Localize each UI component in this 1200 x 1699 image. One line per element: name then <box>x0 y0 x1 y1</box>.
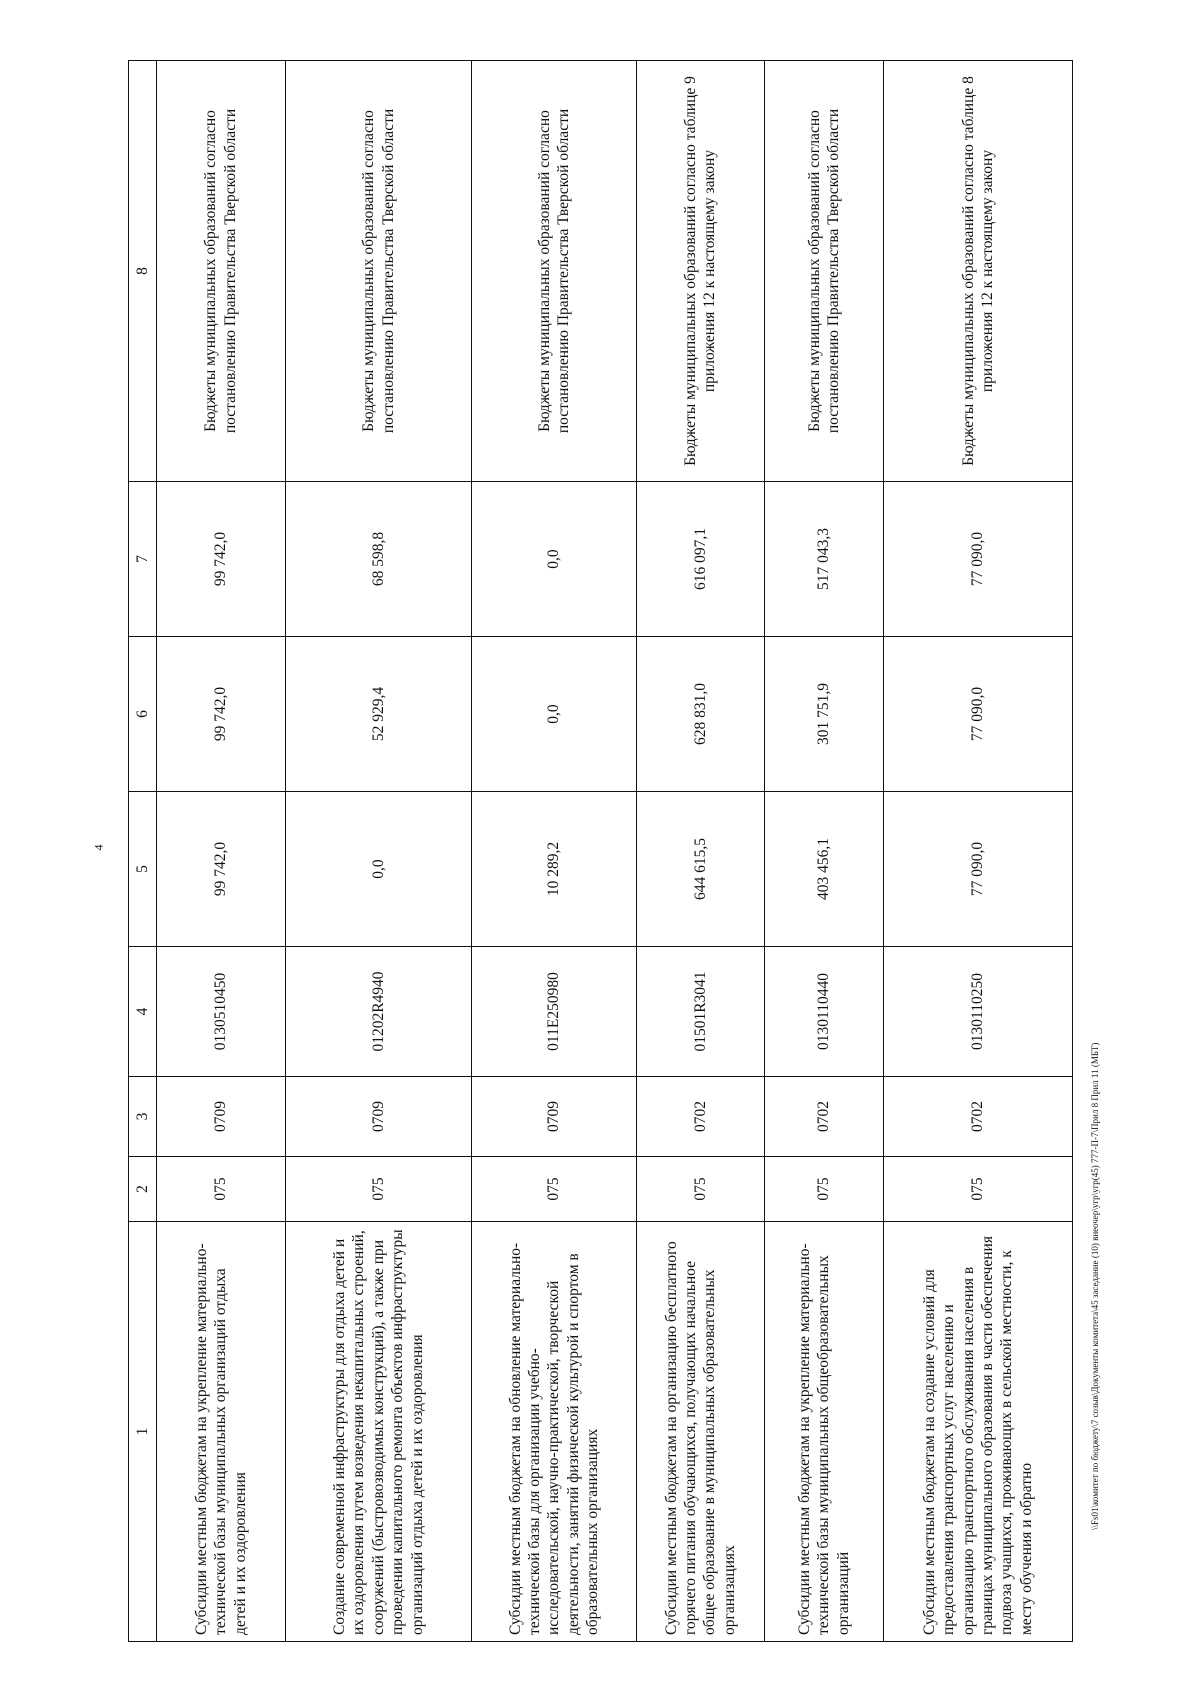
section-code: 0709 <box>471 1077 636 1157</box>
subsidy-name: Субсидии местным бюджетам на укрепление материально-технической базы муниципальных организаций отдыха детей и их оздоровления <box>156 1222 286 1642</box>
amount-col6: 301 751,9 <box>764 637 883 792</box>
amount-col5: 0,0 <box>286 792 472 947</box>
col-header: 6 <box>129 637 157 792</box>
recipient: Бюджеты муниципальных образований согласно таблице 9 приложения 12 к настоящему закону <box>637 61 765 482</box>
table-row <box>471 61 636 1642</box>
target-code: 011Е250980 <box>471 947 636 1077</box>
subsidy-name: Субсидии местным бюджетам на создание условий для предоставления транспортных услуг населению и организацию транспортного обслуживания населения в границах муниципального образования в части обеспечения подвоза учащихся, проживающих в сельской местности, к месту обучения и обратно <box>884 1222 1073 1642</box>
target-code: 0130110250 <box>884 947 1073 1077</box>
amount-col6: 628 831,0 <box>637 637 765 792</box>
recipient: Бюджеты муниципальных образований согласно постановлению Правительства Тверской области <box>471 61 636 482</box>
admin-code: 075 <box>471 1157 636 1222</box>
admin-code: 075 <box>764 1157 883 1222</box>
admin-code: 075 <box>156 1157 286 1222</box>
admin-code: 075 <box>884 1157 1073 1222</box>
target-code: 01501R3041 <box>637 947 765 1077</box>
table-row <box>637 61 765 1642</box>
recipient: Бюджеты муниципальных образований согласно постановлению Правительства Тверской области <box>764 61 883 482</box>
section-code: 0702 <box>637 1077 765 1157</box>
subsidy-name: Субсидии местным бюджетам на обновление материально-технической базы для организации учебно-исследовательской, научно-практической, творческой деятельности, занятий физической культурой и спортом в образовательных организациях <box>471 1222 636 1642</box>
recipient: Бюджеты муниципальных образований согласно постановлению Правительства Тверской области <box>156 61 286 482</box>
section-code: 0702 <box>884 1077 1073 1157</box>
col-header: 2 <box>129 1157 157 1222</box>
subsidy-name: Субсидии местным бюджетам на укрепление материально-технической базы муниципальных общеобразовательных организаций <box>764 1222 883 1642</box>
col-header: 5 <box>129 792 157 947</box>
col-header: 7 <box>129 482 157 637</box>
amount-col7: 68 598,8 <box>286 482 472 637</box>
amount-col7: 616 097,1 <box>637 482 765 637</box>
recipient: Бюджеты муниципальных образований согласно постановлению Правительства Тверской области <box>286 61 472 482</box>
amount-col6: 0,0 <box>471 637 636 792</box>
amount-col6: 99 742,0 <box>156 637 286 792</box>
column-number-row <box>129 61 157 1642</box>
amount-col7: 0,0 <box>471 482 636 637</box>
amount-col5: 99 742,0 <box>156 792 286 947</box>
col-header: 3 <box>129 1077 157 1157</box>
amount-col7: 77 090,0 <box>884 482 1073 637</box>
admin-code: 075 <box>637 1157 765 1222</box>
amount-col5: 644 615,5 <box>637 792 765 947</box>
target-code: 0130110440 <box>764 947 883 1077</box>
page-number: 4 <box>91 844 106 851</box>
amount-col6: 77 090,0 <box>884 637 1073 792</box>
col-header: 8 <box>129 61 157 482</box>
target-code: 0130510450 <box>156 947 286 1077</box>
admin-code: 075 <box>286 1157 472 1222</box>
section-code: 0709 <box>286 1077 472 1157</box>
amount-col7: 99 742,0 <box>156 482 286 637</box>
table-row <box>764 61 883 1642</box>
rotated-table-container <box>128 61 1073 1642</box>
table-row <box>884 61 1073 1642</box>
subsidy-name: Создание современной инфраструктуры для отдыха детей и их оздоровления путем возведения некапитальных строений, сооружений (быстровозводимых конструкций), а также при проведении капитального ремонта объектов инфраструктуры организаций отдыха детей и их оздоровления <box>286 1222 472 1642</box>
amount-col5: 403 456,1 <box>764 792 883 947</box>
budget-table <box>128 60 1073 1642</box>
target-code: 01202R4940 <box>286 947 472 1077</box>
recipient: Бюджеты муниципальных образований согласно таблице 8 приложения 12 к настоящему закону <box>884 61 1073 482</box>
table-row <box>156 61 286 1642</box>
footer-file-path: \\Fs01\комитет по бюджету\7 созыв\Документы комитета\45 заседание (10) внеочер\угр\угр(45) 777-П-7\Прил 8 Прил 11 (МБТ) <box>1090 1042 1100 1530</box>
amount-col7: 517 043,3 <box>764 482 883 637</box>
amount-col5: 10 289,2 <box>471 792 636 947</box>
amount-col6: 52 929,4 <box>286 637 472 792</box>
amount-col5: 77 090,0 <box>884 792 1073 947</box>
table-row <box>286 61 472 1642</box>
col-header: 4 <box>129 947 157 1077</box>
subsidy-name: Субсидии местным бюджетам на организацию бесплатного горячего питания обучающихся, получающих начальное общее образование в муниципальных образовательных организациях <box>637 1222 765 1642</box>
section-code: 0702 <box>764 1077 883 1157</box>
col-header: 1 <box>129 1222 157 1642</box>
section-code: 0709 <box>156 1077 286 1157</box>
